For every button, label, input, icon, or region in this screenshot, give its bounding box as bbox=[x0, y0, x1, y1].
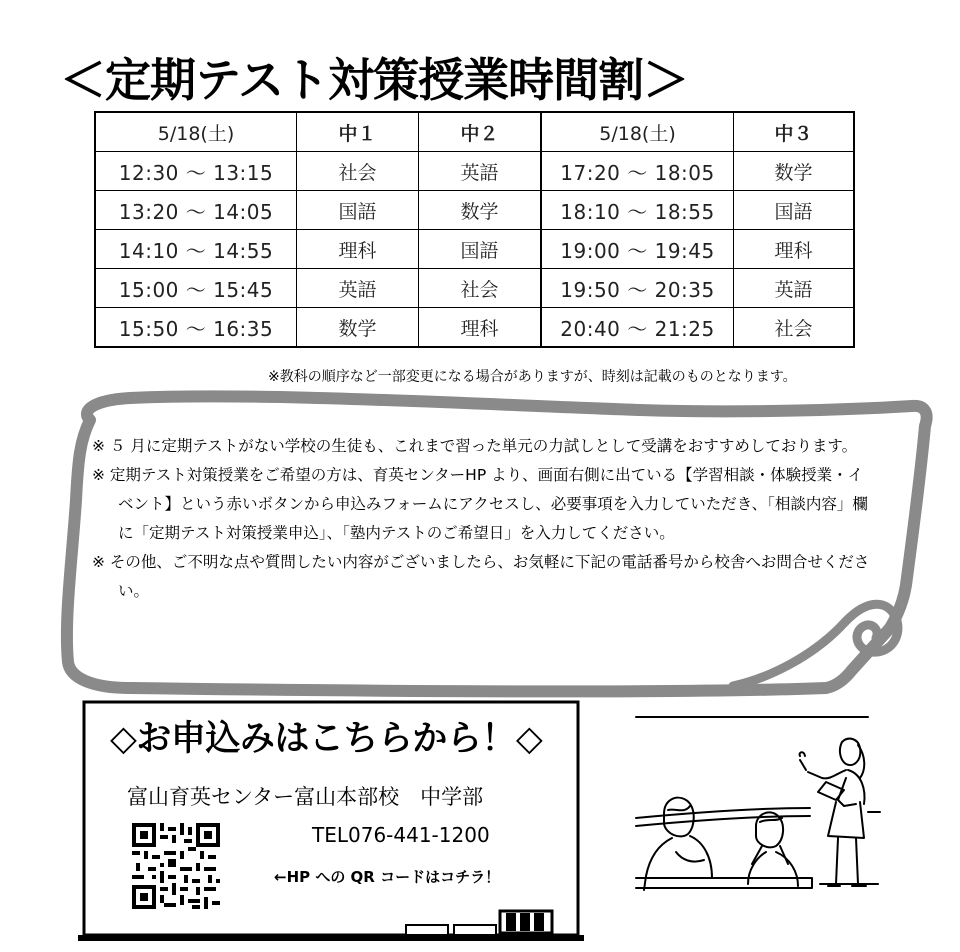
chu1-subject: 数学 bbox=[297, 308, 419, 348]
chu2-header: 中２ bbox=[419, 112, 542, 152]
message-paragraph: ※ その他、ご不明な点や質問したい内容がございましたら、お気軽に下記の電話番号から校舎へお問合せください。 bbox=[92, 553, 870, 600]
chu3-subject: 社会 bbox=[734, 308, 855, 348]
left-time: 13:20 ～ 14:05 bbox=[95, 191, 297, 230]
chu2-subject: 理科 bbox=[419, 308, 542, 348]
message-paragraph: ※ 定期テスト対策授業をご希望の方は、育英センターHP より、画面右側に出ている【学習相談・体験授業・イベント】という赤いボタンから申込みフォームにアクセスし、必要事項を入力していただき、「相談内容」欄に「定期テスト対策授業申込」、「塾内テストのご希望日」を入力してください。 bbox=[92, 466, 868, 542]
chu2-subject: 数学 bbox=[419, 191, 542, 230]
left-time: 15:00 ～ 15:45 bbox=[95, 269, 297, 308]
chu1-subject: 理科 bbox=[297, 230, 419, 269]
message-paragraph: ※ ５ 月に定期テストがない学校の生徒も、これまで習った単元の力試しとして受講をおすすめしております。 bbox=[92, 437, 858, 455]
student-icon bbox=[748, 812, 798, 886]
left-time: 15:50 ～ 16:35 bbox=[95, 308, 297, 348]
left-time: 12:30 ～ 13:15 bbox=[95, 152, 297, 191]
left-date-header: 5/18(土) bbox=[95, 112, 297, 152]
timetable-footnote: ※教科の順序など一部変更になる場合がありますが、時刻は記載のものとなります。 bbox=[268, 369, 797, 385]
chu1-subject: 国語 bbox=[297, 191, 419, 230]
chu3-subject: 国語 bbox=[734, 191, 855, 230]
chu1-header: 中１ bbox=[297, 112, 419, 152]
chu2-subject: 国語 bbox=[419, 230, 542, 269]
chu3-header: 中３ bbox=[734, 112, 855, 152]
chu3-subject: 理科 bbox=[734, 230, 855, 269]
chu1-subject: 英語 bbox=[297, 269, 419, 308]
apply-heading: ◇お申込みはこちらから！◇ bbox=[110, 718, 543, 759]
qr-caption: ←HP への QR コードはコチラ！ bbox=[274, 868, 501, 886]
chu2-subject: 英語 bbox=[419, 152, 542, 191]
chu1-subject: 社会 bbox=[297, 152, 419, 191]
right-time: 20:40 ～ 21:25 bbox=[541, 308, 734, 348]
school-name: 富山育英センター富山本部校 中学部 bbox=[127, 785, 484, 809]
chu2-subject: 社会 bbox=[419, 269, 542, 308]
right-time: 18:10 ～ 18:55 bbox=[541, 191, 734, 230]
right-time: 17:20 ～ 18:05 bbox=[541, 152, 734, 191]
chu3-subject: 英語 bbox=[734, 269, 855, 308]
teacher-icon bbox=[800, 739, 866, 886]
page-title: ＜定期テスト対策授業時間割＞ bbox=[60, 53, 689, 107]
right-time: 19:00 ～ 19:45 bbox=[541, 230, 734, 269]
left-time: 14:10 ～ 14:55 bbox=[95, 230, 297, 269]
chu3-subject: 数学 bbox=[734, 152, 855, 191]
right-date-header: 5/18(土) bbox=[541, 112, 734, 152]
right-time: 19:50 ～ 20:35 bbox=[541, 269, 734, 308]
phone-number[interactable]: TEL076-441-1200 bbox=[312, 823, 490, 847]
